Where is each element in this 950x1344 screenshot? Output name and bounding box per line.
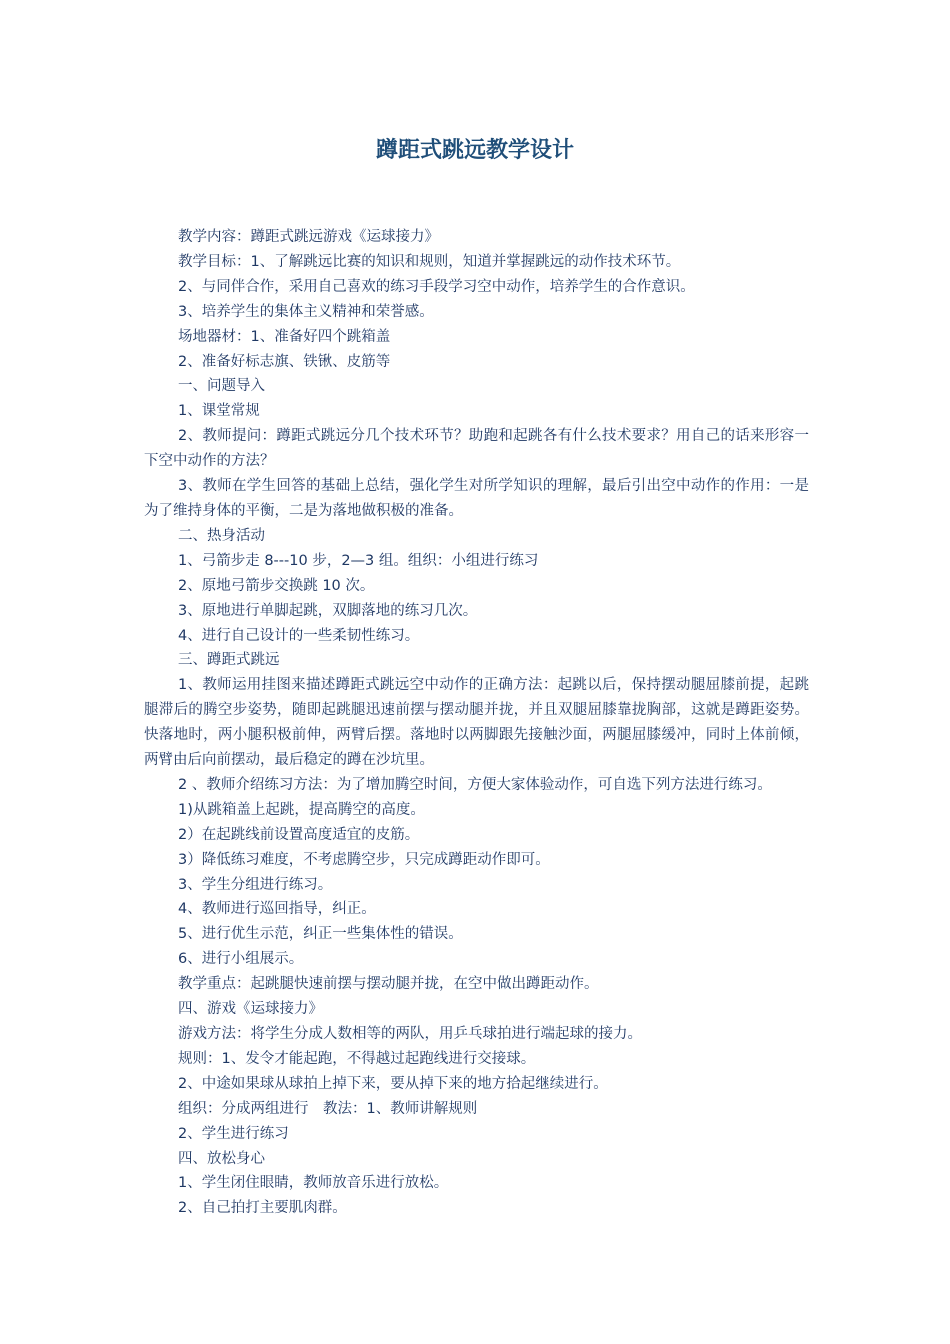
paragraph: 2、中途如果球从球拍上掉下来，要从掉下来的地方拾起继续进行。 [178,1075,608,1092]
paragraph: 3、原地进行单脚起跳，双脚落地的练习几次。 [178,602,478,619]
section-heading: 四、放松身心 [178,1150,265,1167]
paragraph: 3、学生分组进行练习。 [178,876,333,893]
paragraph: 教学内容：蹲距式跳远游戏《运球接力》 [178,229,439,245]
section-heading: 一、问题导入 [178,378,265,395]
paragraph: 2、教师提问：蹲距式跳远分几个技术环节？助跑和起跳各有什么技术要求？用自己的话来形容一下空中动作的方法？ [144,428,809,470]
paragraph: 2、原地弓箭步交换跳 10 次。 [178,577,375,594]
paragraph: 游戏方法：将学生分成人数相等的两队，用乒乓球拍进行端起球的接力。 [178,1026,642,1042]
paragraph: 2）在起跳线前设置高度适宜的皮筋。 [178,826,420,843]
paragraph: 1、学生闭住眼睛，教师放音乐进行放松。 [178,1175,449,1192]
paragraph: 3、培养学生的集体主义精神和荣誉感。 [178,303,434,320]
paragraph: 2、与同伴合作，采用自己喜欢的练习手段学习空中动作，培养学生的合作意识。 [178,278,695,295]
document-title: 蹲距式跳远教学设计 [375,138,574,163]
section-heading: 四、游戏《运球接力》 [178,1001,323,1018]
section-heading: 三、蹲距式跳远 [178,652,280,669]
paragraph: 教学重点：起跳腿快速前摆与摆动腿并拢，在空中做出蹲距动作。 [178,976,599,993]
document-body [144,225,809,1221]
paragraph: 1、弓箭步走 8---10 步，2—3 组。组织：小组进行练习 [178,552,539,569]
paragraph: 教学目标：1、了解跳远比赛的知识和规则，知道并掌握跳远的动作技术环节。 [178,253,681,270]
paragraph: 4、教师进行巡回指导，纠正。 [178,901,376,918]
paragraph: 1、课堂常规 [178,403,260,420]
paragraph: 6、进行小组展示。 [178,951,304,968]
paragraph: 1)从跳箱盖上起跳，提高腾空的高度。 [178,801,425,818]
paragraph: 组织：分成两组进行 教法：1、教师讲解规则 [178,1100,478,1117]
paragraph: 2、准备好标志旗、铁锹、皮筋等 [178,353,391,370]
paragraph: 1、教师运用挂图来描述蹲距式跳远空中动作的正确方法：起跳以后，保持摆动腿屈膝前提，起跳腿滞后的腾空步姿势，随即起跳腿迅速前摆与摆动腿并拢，并且双腿屈膝靠拢胸部，这就是蹲距姿势。快落地时，两小腿积极前伸，两臂后摆。落地时以两脚跟先接触沙面，两腿屈膝缓冲，同时上体前倾，两臂由后向前摆动，最后稳定的蹲在沙坑里。 [144,677,809,769]
paragraph: 5、进行优生示范，纠正一些集体性的错误。 [178,926,463,943]
paragraph: 3、教师在学生回答的基础上总结，强化学生对所学知识的理解，最后引出空中动作的作用：一是为了维持身体的平衡，二是为落地做积极的准备。 [144,478,809,519]
paragraph: 2、自己拍打主要肌肉群。 [178,1200,347,1217]
paragraph: 3）降低练习难度，不考虑腾空步，只完成蹲距动作即可。 [178,851,550,868]
paragraph: 2 、教师介绍练习方法：为了增加腾空时间，方便大家体验动作，可自选下列方法进行练习。 [178,776,772,793]
paragraph: 4、进行自己设计的一些柔韧性练习。 [178,627,420,644]
paragraph: 场地器材：1、准备好四个跳箱盖 [178,328,391,345]
section-heading: 二、热身活动 [178,527,265,544]
paragraph: 规则：1、发令才能起跑，不得越过起跑线进行交接球。 [178,1050,536,1067]
paragraph: 2、学生进行练习 [178,1125,289,1142]
